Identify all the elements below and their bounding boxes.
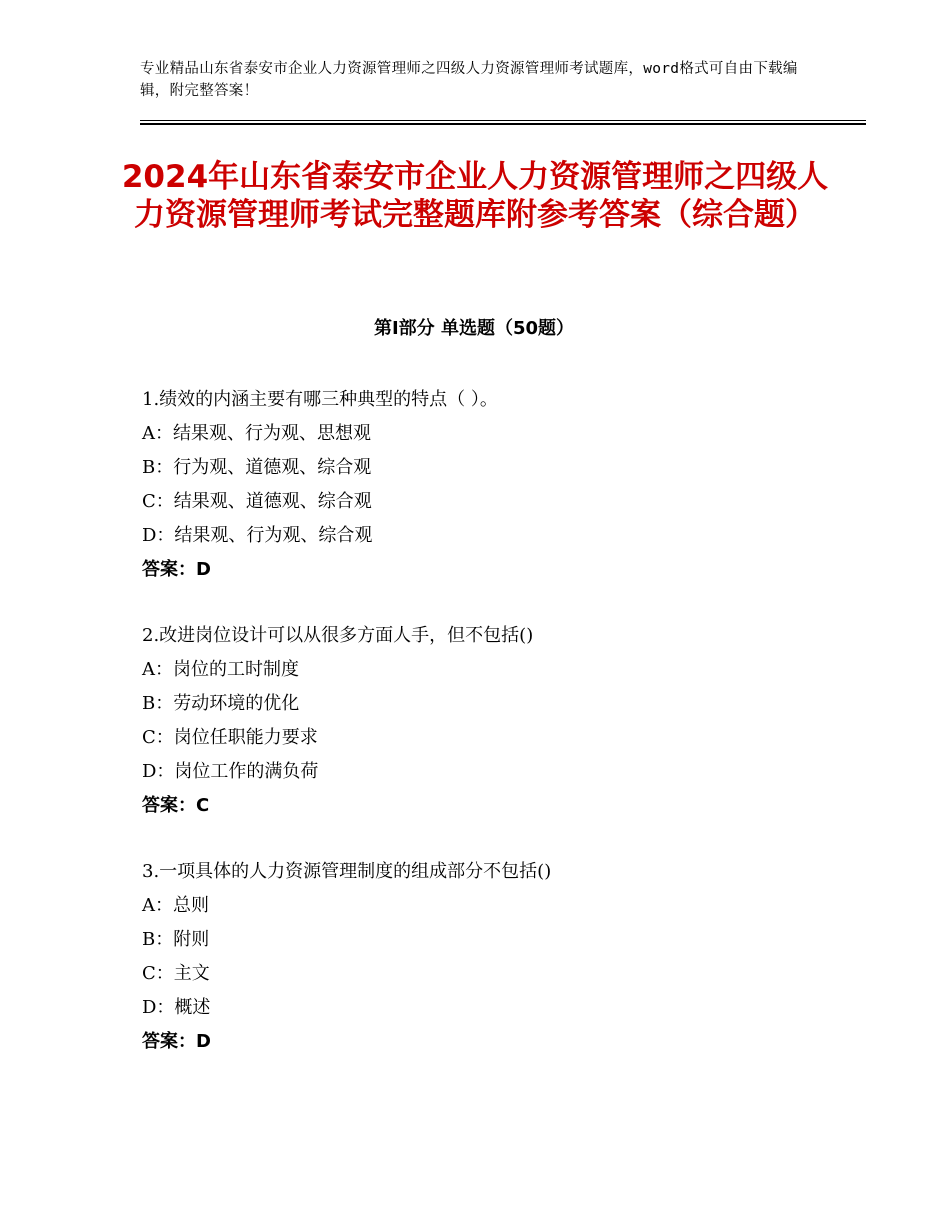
document-title: 2024年山东省泰安市企业人力资源管理师之四级人力资源管理师考试完整题库附参考答案（综合题） (121, 159, 829, 233)
section-title: 第Ⅰ部分 单选题（50题） (373, 318, 574, 339)
header-divider-thin (140, 120, 866, 121)
question-stem: 2.改进岗位设计可以从很多方面人手，但不包括() (142, 625, 534, 646)
option-b: B：劳动环境的优化 (142, 693, 300, 714)
option-b: B：行为观、道德观、综合观 (142, 457, 372, 478)
answer: 答案：C (142, 795, 210, 816)
header-divider-thick (140, 123, 866, 125)
option-c: C：岗位任职能力要求 (142, 727, 318, 748)
question-3 (142, 855, 842, 1059)
option-d: D：岗位工作的满负荷 (142, 761, 319, 782)
answer: 答案：D (142, 1031, 211, 1052)
option-c: C：结果观、道德观、综合观 (142, 491, 372, 512)
answer: 答案：D (142, 559, 211, 580)
question-stem: 3.一项具体的人力资源管理制度的组成部分不包括() (142, 861, 552, 882)
option-a: A：结果观、行为观、思想观 (142, 423, 371, 444)
question-1 (142, 383, 842, 587)
header-note: 专业精品山东省泰安市企业人力资源管理师之四级人力资源管理师考试题库，word格式可自由下载编辑，附完整答案！ (140, 61, 798, 99)
option-d: D：概述 (142, 997, 211, 1018)
option-a: A：岗位的工时制度 (142, 659, 299, 680)
option-d: D：结果观、行为观、综合观 (142, 525, 373, 546)
question-2 (142, 619, 842, 823)
question-stem: 1.绩效的内涵主要有哪三种典型的特点（ ）。 (142, 389, 498, 410)
option-c: C：主文 (142, 963, 210, 984)
question-list (142, 383, 842, 1091)
option-a: A：总则 (142, 895, 209, 916)
option-b: B：附则 (142, 929, 210, 950)
